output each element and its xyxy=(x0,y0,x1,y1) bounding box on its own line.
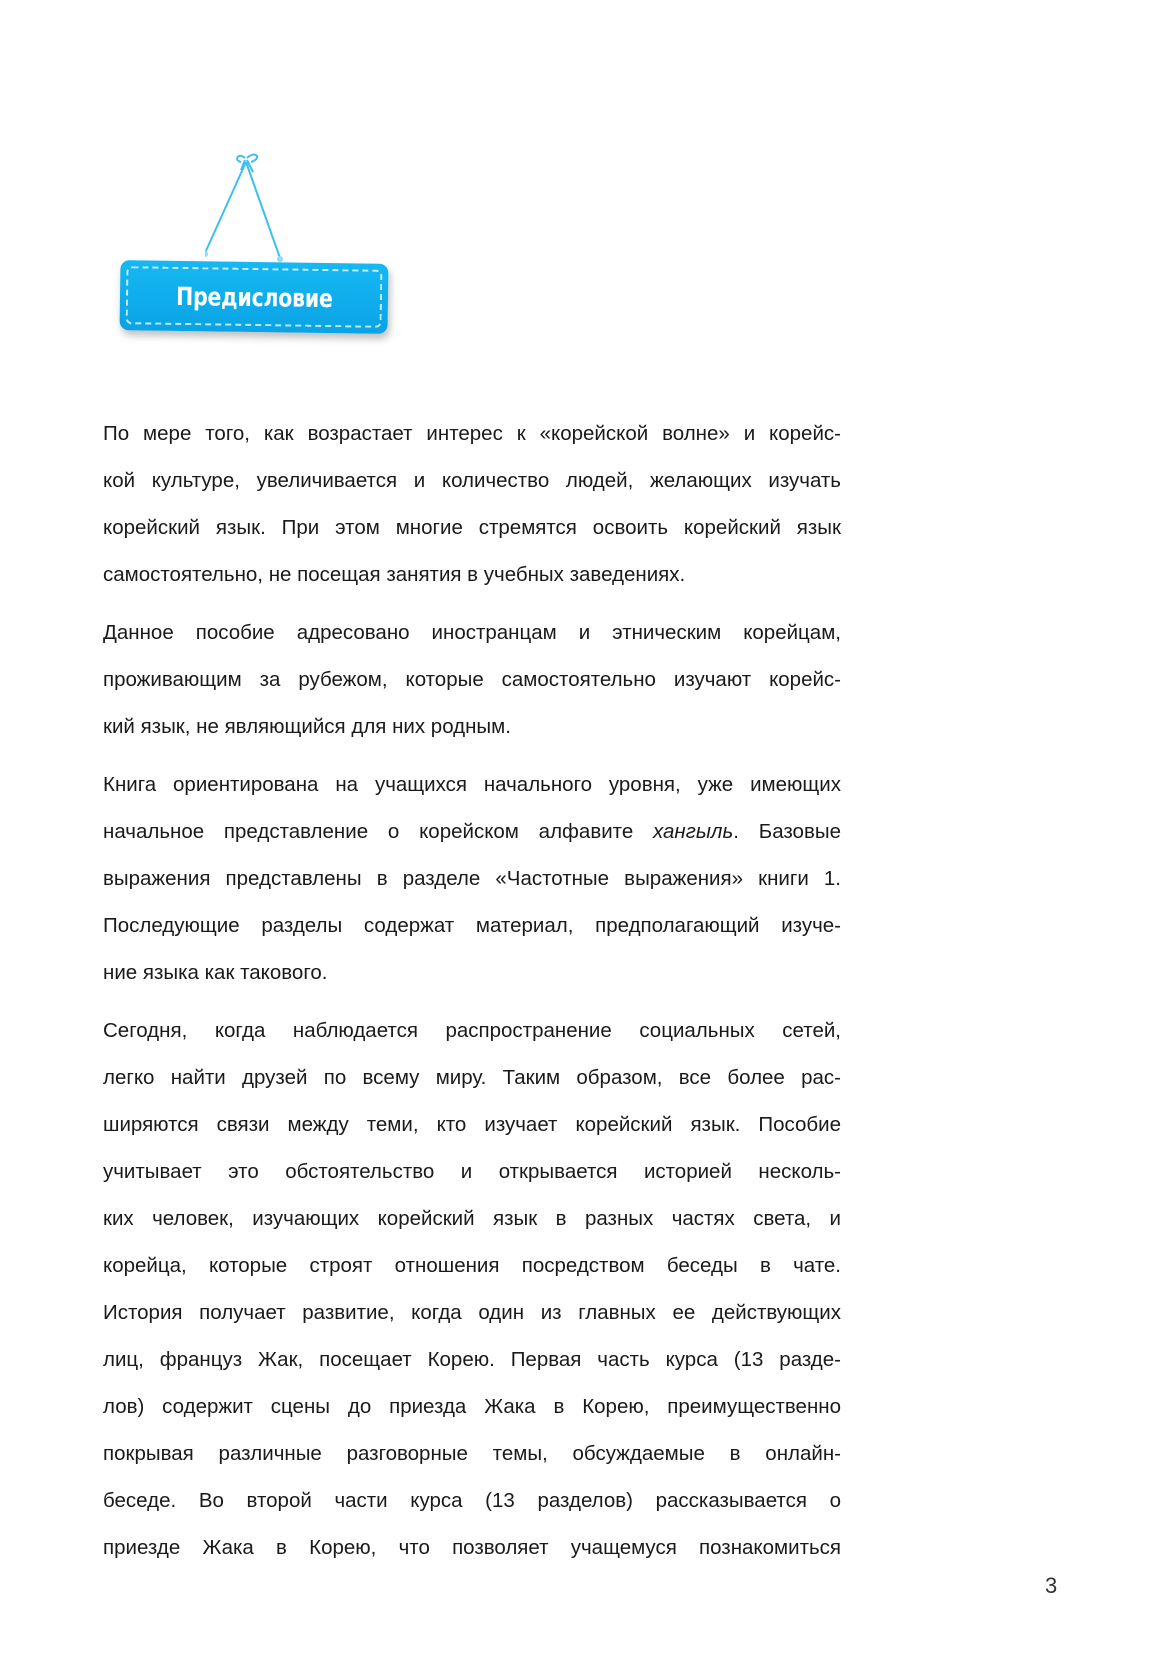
text-line: легко найти друзей по всему миру. Таким образом, все более рас- xyxy=(103,1066,841,1089)
paragraph xyxy=(103,609,841,750)
text-line: Сегодня, когда наблюдается распространение социальных сетей, xyxy=(103,1019,841,1042)
text-line: кий язык, не являющийся для них родным. xyxy=(103,715,511,738)
paragraph xyxy=(103,761,841,996)
text-line: ние языка как такового. xyxy=(103,961,328,984)
paragraph xyxy=(103,1007,841,1571)
text-line: кой культуре, увеличивается и количество людей, желающих изучать xyxy=(103,469,841,492)
text-line: лов) содержит сцены до приезда Жака в Корею, преимущественно xyxy=(103,1395,841,1418)
text-line: Данное пособие адресовано иностранцам и этническим корейцам, xyxy=(103,621,841,644)
page-number: 3 xyxy=(1045,1573,1058,1598)
text-line: История получает развитие, когда один из главных ее действующих xyxy=(103,1301,841,1324)
text-line: проживающим за рубежом, которые самостоятельно изучают корейс- xyxy=(103,668,841,691)
text-fragment: . Базовые xyxy=(733,820,841,843)
section-sign xyxy=(120,260,389,334)
text-fragment: начальное представление о корейском алфавите xyxy=(103,820,654,843)
text-line: ких человек, изучающих корейский язык в разных частях света, и xyxy=(103,1207,841,1230)
text-line: беседе. Во второй части курса (13 разделов) рассказывается о xyxy=(103,1489,841,1512)
text-line: учитывает это обстоятельство и открывается историей несколь- xyxy=(103,1160,841,1183)
text-line: корейский язык. При этом многие стремятся освоить корейский язык xyxy=(103,516,841,539)
hanging-string-icon xyxy=(205,150,305,275)
text-line: лиц, француз Жак, посещает Корею. Первая часть курса (13 разде- xyxy=(103,1348,841,1371)
text-line: самостоятельно, не посещая занятия в учебных заведениях. xyxy=(103,563,686,586)
text-line: Книга ориентирована на учащихся начального уровня, уже имеющих xyxy=(103,773,841,796)
text-line: покрывая различные разговорные темы, обсуждаемые в онлайн- xyxy=(103,1442,841,1465)
text-line: ширяются связи между теми, кто изучает корейский язык. Пособие xyxy=(103,1113,841,1136)
italic-term: хангыль xyxy=(653,820,734,843)
text-line: По мере того, как возрастает интерес к «корейской волне» и корейс- xyxy=(103,422,841,445)
text-line xyxy=(103,808,841,855)
body-text xyxy=(103,410,841,1582)
text-line: выражения представлены в разделе «Частотные выражения» книги 1. xyxy=(103,867,841,890)
text-line: Последующие разделы содержат материал, предполагающий изуче- xyxy=(103,914,841,937)
paragraph xyxy=(103,410,841,598)
section-title: Предисловие xyxy=(175,281,333,313)
text-line: корейца, которые строят отношения посредством беседы в чате. xyxy=(103,1254,841,1277)
sign-dashed-border xyxy=(126,266,383,328)
text-line: приезде Жака в Корею, что позволяет учащемуся познакомиться xyxy=(103,1536,841,1559)
